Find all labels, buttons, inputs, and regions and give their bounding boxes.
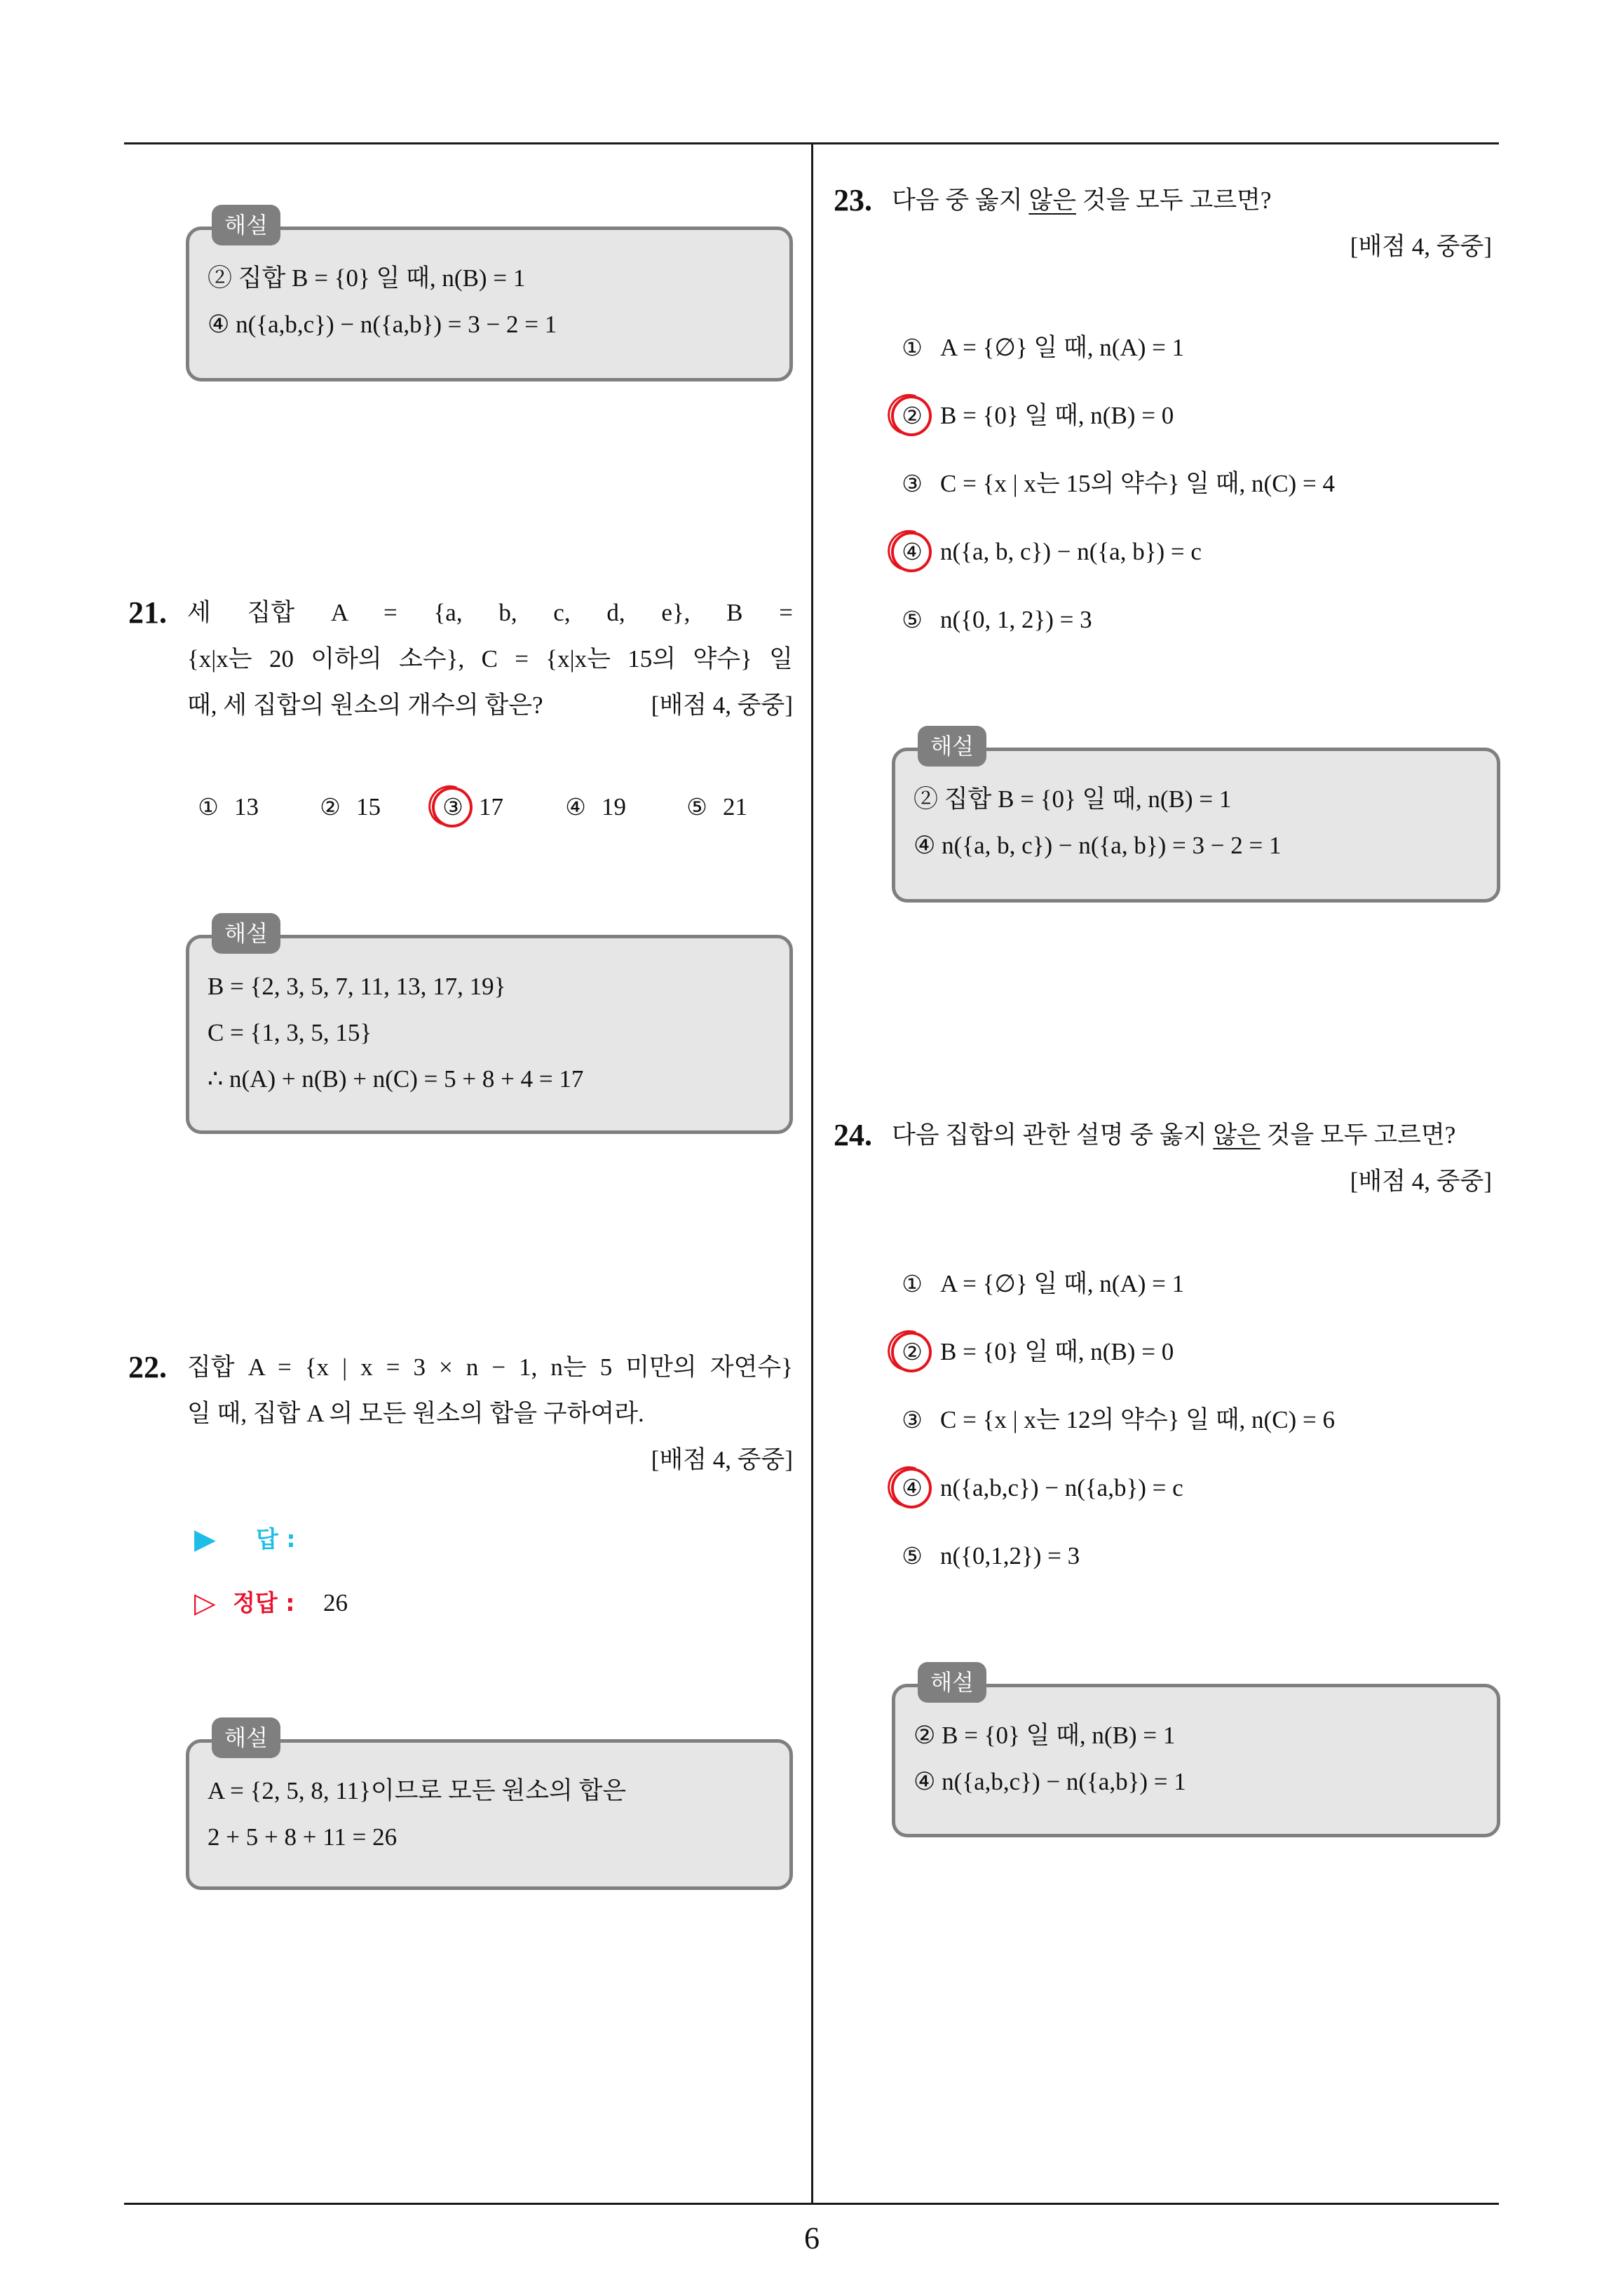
choice-number xyxy=(898,325,926,371)
question-number: 22. xyxy=(128,1350,167,1384)
filled-triangle-icon: ▶ xyxy=(194,1523,216,1555)
explanation-tag: 해설 xyxy=(212,1717,280,1758)
page-bottom-rule xyxy=(124,2203,1499,2205)
correct-answer-row xyxy=(194,1580,615,1626)
choice-text: n({0, 1, 2}) = 3 xyxy=(940,606,1092,633)
answer-prompt-label: 답 : xyxy=(256,1525,296,1553)
explanation-box xyxy=(892,1669,1500,1837)
choice-item xyxy=(562,784,667,830)
choice-text: 19 xyxy=(602,793,626,821)
question-text-line xyxy=(892,1112,1492,1159)
choice-item xyxy=(683,784,788,830)
outline-triangle-icon: ▷ xyxy=(194,1587,216,1619)
question-text-line: {x|x는 20 이하의 소수}, C = {x|x는 15의 약수} 일 xyxy=(187,645,793,673)
choice-number xyxy=(439,784,467,830)
choice-text: n({a,b,c}) − n({a,b}) = c xyxy=(940,1474,1183,1501)
choice-item xyxy=(898,597,1480,643)
choice-item xyxy=(898,393,1480,439)
question-number: 24. xyxy=(834,1118,872,1152)
choice-item xyxy=(898,1261,1480,1307)
choice-number-glyph: ③ xyxy=(902,1406,923,1433)
question-stem xyxy=(892,1112,1492,1205)
choice-number-glyph: ④ xyxy=(902,538,923,565)
choice-number-glyph: ③ xyxy=(902,470,923,497)
points-label: [배점 4, 중중] xyxy=(1350,1168,1492,1195)
explanation-box xyxy=(186,212,793,381)
explanation-line: 2 + 5 + 8 + 11 = 26 xyxy=(208,1823,398,1851)
choice-text: n({0,1,2}) = 3 xyxy=(940,1542,1080,1569)
points-label: [배점 4, 중중] xyxy=(651,1446,793,1473)
explanation-line: ∴ n(A) + n(B) + n(C) = 5 + 8 + 4 = 17 xyxy=(208,1065,584,1093)
explanation-line: ② B = {0} 일 때, n(B) = 1 xyxy=(914,1722,1176,1749)
red-circle-mark xyxy=(891,532,932,572)
explanation-tag: 해설 xyxy=(212,205,280,245)
choice-item xyxy=(898,461,1480,507)
question-stem xyxy=(187,590,793,729)
choice-number-glyph: ④ xyxy=(565,793,586,821)
correct-answer-label: 정답 : xyxy=(233,1589,295,1616)
choice-text: 21 xyxy=(723,793,747,821)
question-text-line: 집합 A = {x | x = 3 × n − 1, n는 5 미만의 자연수} xyxy=(187,1353,793,1381)
question-text-line: 세 집합 A = {a, b, c, d, e}, B = xyxy=(187,599,793,626)
choice-number xyxy=(898,461,926,507)
choice-number-glyph: ② xyxy=(902,402,923,429)
choice-text: 17 xyxy=(479,793,503,821)
explanation-box xyxy=(186,920,793,1134)
choice-number-glyph: ② xyxy=(902,1338,923,1365)
choice-text: n({a, b, c}) − n({a, b}) = c xyxy=(940,538,1202,565)
choice-item xyxy=(898,1465,1480,1511)
choice-number xyxy=(898,1533,926,1579)
choice-number-glyph: ⑤ xyxy=(902,606,923,633)
explanation-line: ④ n({a,b,c}) − n({a,b}) = 3 − 2 = 1 xyxy=(208,311,557,338)
points-label: [배점 4, 중중] xyxy=(651,691,793,719)
choice-text: B = {0} 일 때, n(B) = 0 xyxy=(940,402,1174,429)
red-circle-mark xyxy=(891,1332,932,1372)
choice-number-glyph: ① xyxy=(198,793,219,821)
explanation-line: ② 집합 B = {0} 일 때, n(B) = 1 xyxy=(914,785,1232,813)
choice-item xyxy=(898,1533,1480,1579)
choice-list xyxy=(898,325,1480,643)
choice-text: A = {∅} 일 때, n(A) = 1 xyxy=(940,334,1185,361)
choice-item xyxy=(898,1397,1480,1443)
choice-text: C = {x | x는 15의 약수} 일 때, n(C) = 4 xyxy=(940,470,1335,497)
choice-number-glyph: ⑤ xyxy=(902,1542,923,1569)
choice-number-glyph: ① xyxy=(902,1270,923,1297)
red-circle-mark xyxy=(891,396,932,436)
choice-list xyxy=(898,1261,1480,1579)
explanation-line: ④ n({a, b, c}) − n({a, b}) = 3 − 2 = 1 xyxy=(914,832,1282,859)
choice-number xyxy=(898,1261,926,1307)
choice-text: B = {0} 일 때, n(B) = 0 xyxy=(940,1338,1174,1365)
choice-text: C = {x | x는 12의 약수} 일 때, n(C) = 6 xyxy=(940,1406,1335,1433)
choice-number xyxy=(316,784,344,830)
question-text-line: 일 때, 집합 A 의 모든 원소의 합을 구하여라. xyxy=(187,1400,644,1427)
question-stem xyxy=(187,1344,793,1483)
choice-number-glyph: ② xyxy=(320,793,341,821)
choice-number xyxy=(898,597,926,643)
choice-item xyxy=(898,1329,1480,1375)
choice-number-glyph: ④ xyxy=(902,1474,923,1501)
red-circle-mark xyxy=(432,787,473,828)
explanation-line: ② 집합 B = {0} 일 때, n(B) = 1 xyxy=(208,264,526,292)
points-label: [배점 4, 중중] xyxy=(1350,233,1492,260)
choice-item xyxy=(898,529,1480,575)
correct-answer-value: 26 xyxy=(323,1589,348,1616)
choice-number xyxy=(562,784,590,830)
question-text-line xyxy=(187,682,793,729)
explanation-tag: 해설 xyxy=(212,913,280,954)
underlined-keyword: 않은 xyxy=(1028,187,1076,214)
choice-number xyxy=(898,393,926,439)
question-text: 때, 세 집합의 원소의 개수의 합은? xyxy=(187,691,543,719)
question-text-line xyxy=(892,177,1492,224)
choice-text: 15 xyxy=(356,793,381,821)
explanation-box xyxy=(892,733,1500,903)
choice-text: A = {∅} 일 때, n(A) = 1 xyxy=(940,1270,1185,1297)
choice-number xyxy=(898,1397,926,1443)
explanation-line: A = {2, 5, 8, 11}이므로 모든 원소의 합은 xyxy=(208,1777,627,1804)
explanation-tag: 해설 xyxy=(918,1662,986,1703)
choice-number-glyph: ③ xyxy=(442,793,463,821)
question-stem xyxy=(892,177,1492,270)
question-number: 23. xyxy=(834,183,872,217)
choice-item xyxy=(439,784,544,830)
answer-prompt-row xyxy=(194,1516,615,1562)
explanation-line: B = {2, 3, 5, 7, 11, 13, 17, 19} xyxy=(208,973,506,1000)
choice-item xyxy=(194,784,299,830)
choice-number-glyph: ① xyxy=(902,334,923,361)
column-divider xyxy=(811,143,813,2204)
choice-number-glyph: ⑤ xyxy=(686,793,707,821)
red-circle-mark xyxy=(891,1468,932,1508)
question-text: 것을 모두 고르면? xyxy=(1075,187,1272,214)
choice-number xyxy=(683,784,711,830)
choice-number xyxy=(898,529,926,575)
question-text: 다음 집합의 관한 설명 중 옳지 xyxy=(892,1121,1214,1149)
choice-item xyxy=(316,784,421,830)
explanation-box xyxy=(186,1724,793,1890)
explanation-line: ④ n({a,b,c}) − n({a,b}) = 1 xyxy=(914,1768,1186,1795)
explanation-tag: 해설 xyxy=(918,726,986,767)
choice-number xyxy=(898,1329,926,1375)
choice-item xyxy=(898,325,1480,371)
choice-text: 13 xyxy=(234,793,259,821)
question-text: 다음 중 옳지 xyxy=(892,187,1029,214)
choice-number xyxy=(194,784,222,830)
explanation-line: C = {1, 3, 5, 15} xyxy=(208,1019,372,1046)
question-number: 21. xyxy=(128,595,167,630)
choice-number xyxy=(898,1465,926,1511)
underlined-keyword: 않은 xyxy=(1213,1121,1261,1149)
page-number: 6 xyxy=(804,2221,820,2255)
question-text: 것을 모두 고르면? xyxy=(1260,1121,1456,1149)
